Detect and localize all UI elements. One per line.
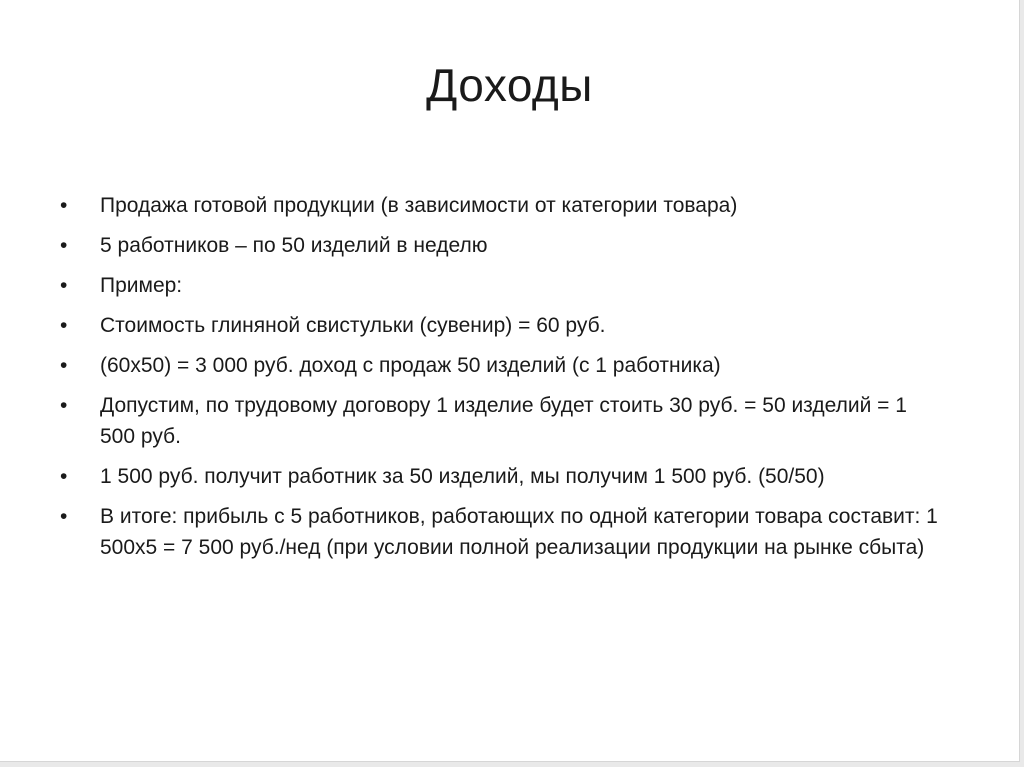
bullet-text: В итоге: прибыль с 5 работников, работающих по одной категории товара составит: 1 500х5 = 7 500 руб./нед (при условии полной реализации продукции на рынке сбыта) — [100, 505, 938, 559]
bullet-text: Допустим, по трудовому договору 1 изделие будет стоить 30 руб. = 50 изделий = 1 500 руб. — [100, 394, 907, 448]
list-item — [58, 461, 938, 492]
bullet-icon: • — [60, 314, 68, 337]
bullet-text: Продажа готовой продукции (в зависимости от категории товара) — [100, 194, 738, 217]
list-item — [58, 310, 938, 341]
list-item — [58, 230, 938, 261]
list-item — [58, 350, 938, 381]
bullet-icon: • — [60, 234, 68, 257]
bullet-icon: • — [60, 394, 68, 417]
slide-title: Доходы — [426, 59, 593, 111]
bullet-text: Стоимость глиняной свистульки (сувенир) = 60 руб. — [100, 314, 606, 337]
bullet-icon: • — [60, 505, 68, 528]
list-item — [58, 501, 938, 563]
list-item — [58, 270, 938, 301]
bullet-list — [58, 190, 938, 572]
bullet-icon: • — [60, 354, 68, 377]
bullet-text: Пример: — [100, 274, 183, 297]
bullet-text: 1 500 руб. получит работник за 50 изделий, мы получим 1 500 руб. (50/50) — [100, 465, 825, 488]
bullet-icon: • — [60, 274, 68, 297]
bullet-text: 5 работников – по 50 изделий в неделю — [100, 234, 488, 257]
bullet-icon: • — [60, 194, 68, 217]
list-item — [58, 390, 938, 452]
bullet-text: (60х50) = 3 000 руб. доход с продаж 50 изделий (с 1 работника) — [100, 354, 721, 377]
bullet-icon: • — [60, 465, 68, 488]
list-item — [58, 190, 938, 221]
